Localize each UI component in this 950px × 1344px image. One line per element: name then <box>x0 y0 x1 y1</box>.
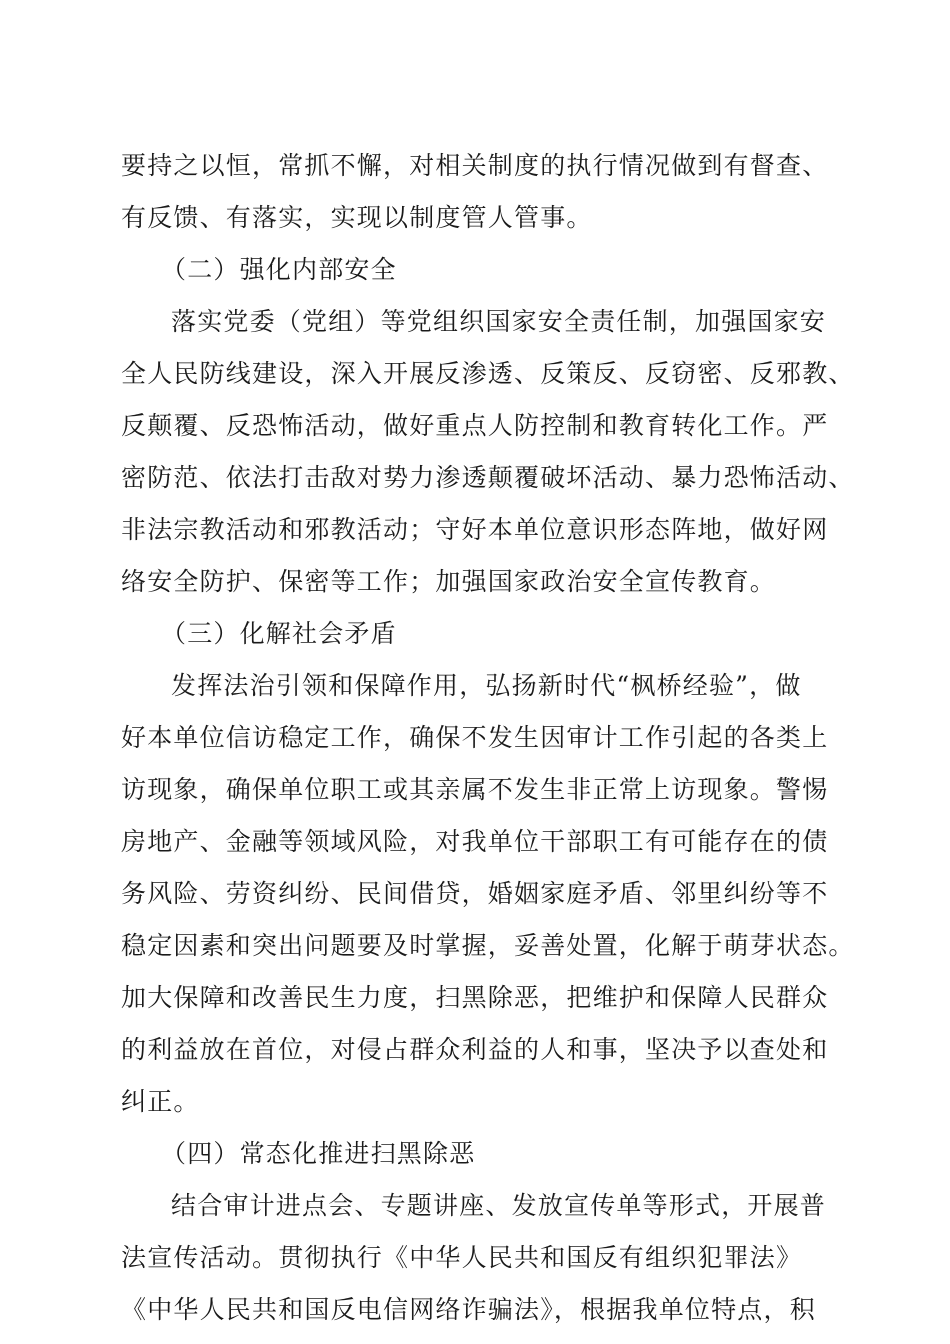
section-heading-4: （四）常态化推进扫黑除恶 <box>161 1139 476 1168</box>
text-line: 纠正。 <box>121 1087 200 1116</box>
text-line: 的利益放在首位，对侵占群众利益的人和事，坚决予以查处和 <box>121 1035 829 1064</box>
text-line: 务风险、劳资纠纷、民间借贷，婚姻家庭矛盾、邻里纠纷等不 <box>121 879 829 908</box>
text-line: 房地产、金融等领域风险，对我单位干部职工有可能存在的债 <box>121 827 829 856</box>
section-heading-3: （三）化解社会矛盾 <box>161 619 397 648</box>
text-line: 法宣传活动。贯彻执行《中华人民共和国反有组织犯罪法》 <box>121 1243 803 1272</box>
text-line: 要持之以恒，常抓不懈，对相关制度的执行情况做到有督查、 <box>121 151 829 180</box>
text-line: 好本单位信访稳定工作，确保不发生因审计工作引起的各类上 <box>121 723 829 752</box>
text-line: 反颠覆、反恐怖活动，做好重点人防控制和教育转化工作。严 <box>121 411 829 440</box>
text-line: 加大保障和改善民生力度，扫黑除恶，把维护和保障人民群众 <box>121 983 829 1012</box>
text-line: 落实党委（党组）等党组织国家安全责任制，加强国家安 <box>171 307 827 336</box>
text-line: 《中华人民共和国反电信网络诈骗法》，根据我单位特点，积 <box>121 1295 816 1324</box>
section-heading-2: （二）强化内部安全 <box>161 255 397 284</box>
text-line: 访现象，确保单位职工或其亲属不发生非正常上访现象。警惕 <box>121 775 829 804</box>
text-line: 络安全防护、保密等工作；加强国家政治安全宣传教育。 <box>121 567 777 596</box>
text-line: 发挥法治引领和保障作用，弘扬新时代“枫桥经验”，做 <box>171 671 802 700</box>
text-line: 非法宗教活动和邪教活动；守好本单位意识形态阵地，做好网 <box>121 515 829 544</box>
text-line: 密防范、依法打击敌对势力渗透颠覆破坏活动、暴力恐怖活动、 <box>121 463 855 492</box>
document-body <box>121 140 855 1336</box>
text-line: 全人民防线建设，深入开展反渗透、反策反、反窃密、反邪教、 <box>121 359 855 388</box>
text-line: 稳定因素和突出问题要及时掌握，妥善处置，化解于萌芽状态。 <box>121 931 855 960</box>
text-line: 结合审计进点会、专题讲座、发放宣传单等形式，开展普 <box>171 1191 827 1220</box>
text-line: 有反馈、有落实，实现以制度管人管事。 <box>121 203 593 232</box>
